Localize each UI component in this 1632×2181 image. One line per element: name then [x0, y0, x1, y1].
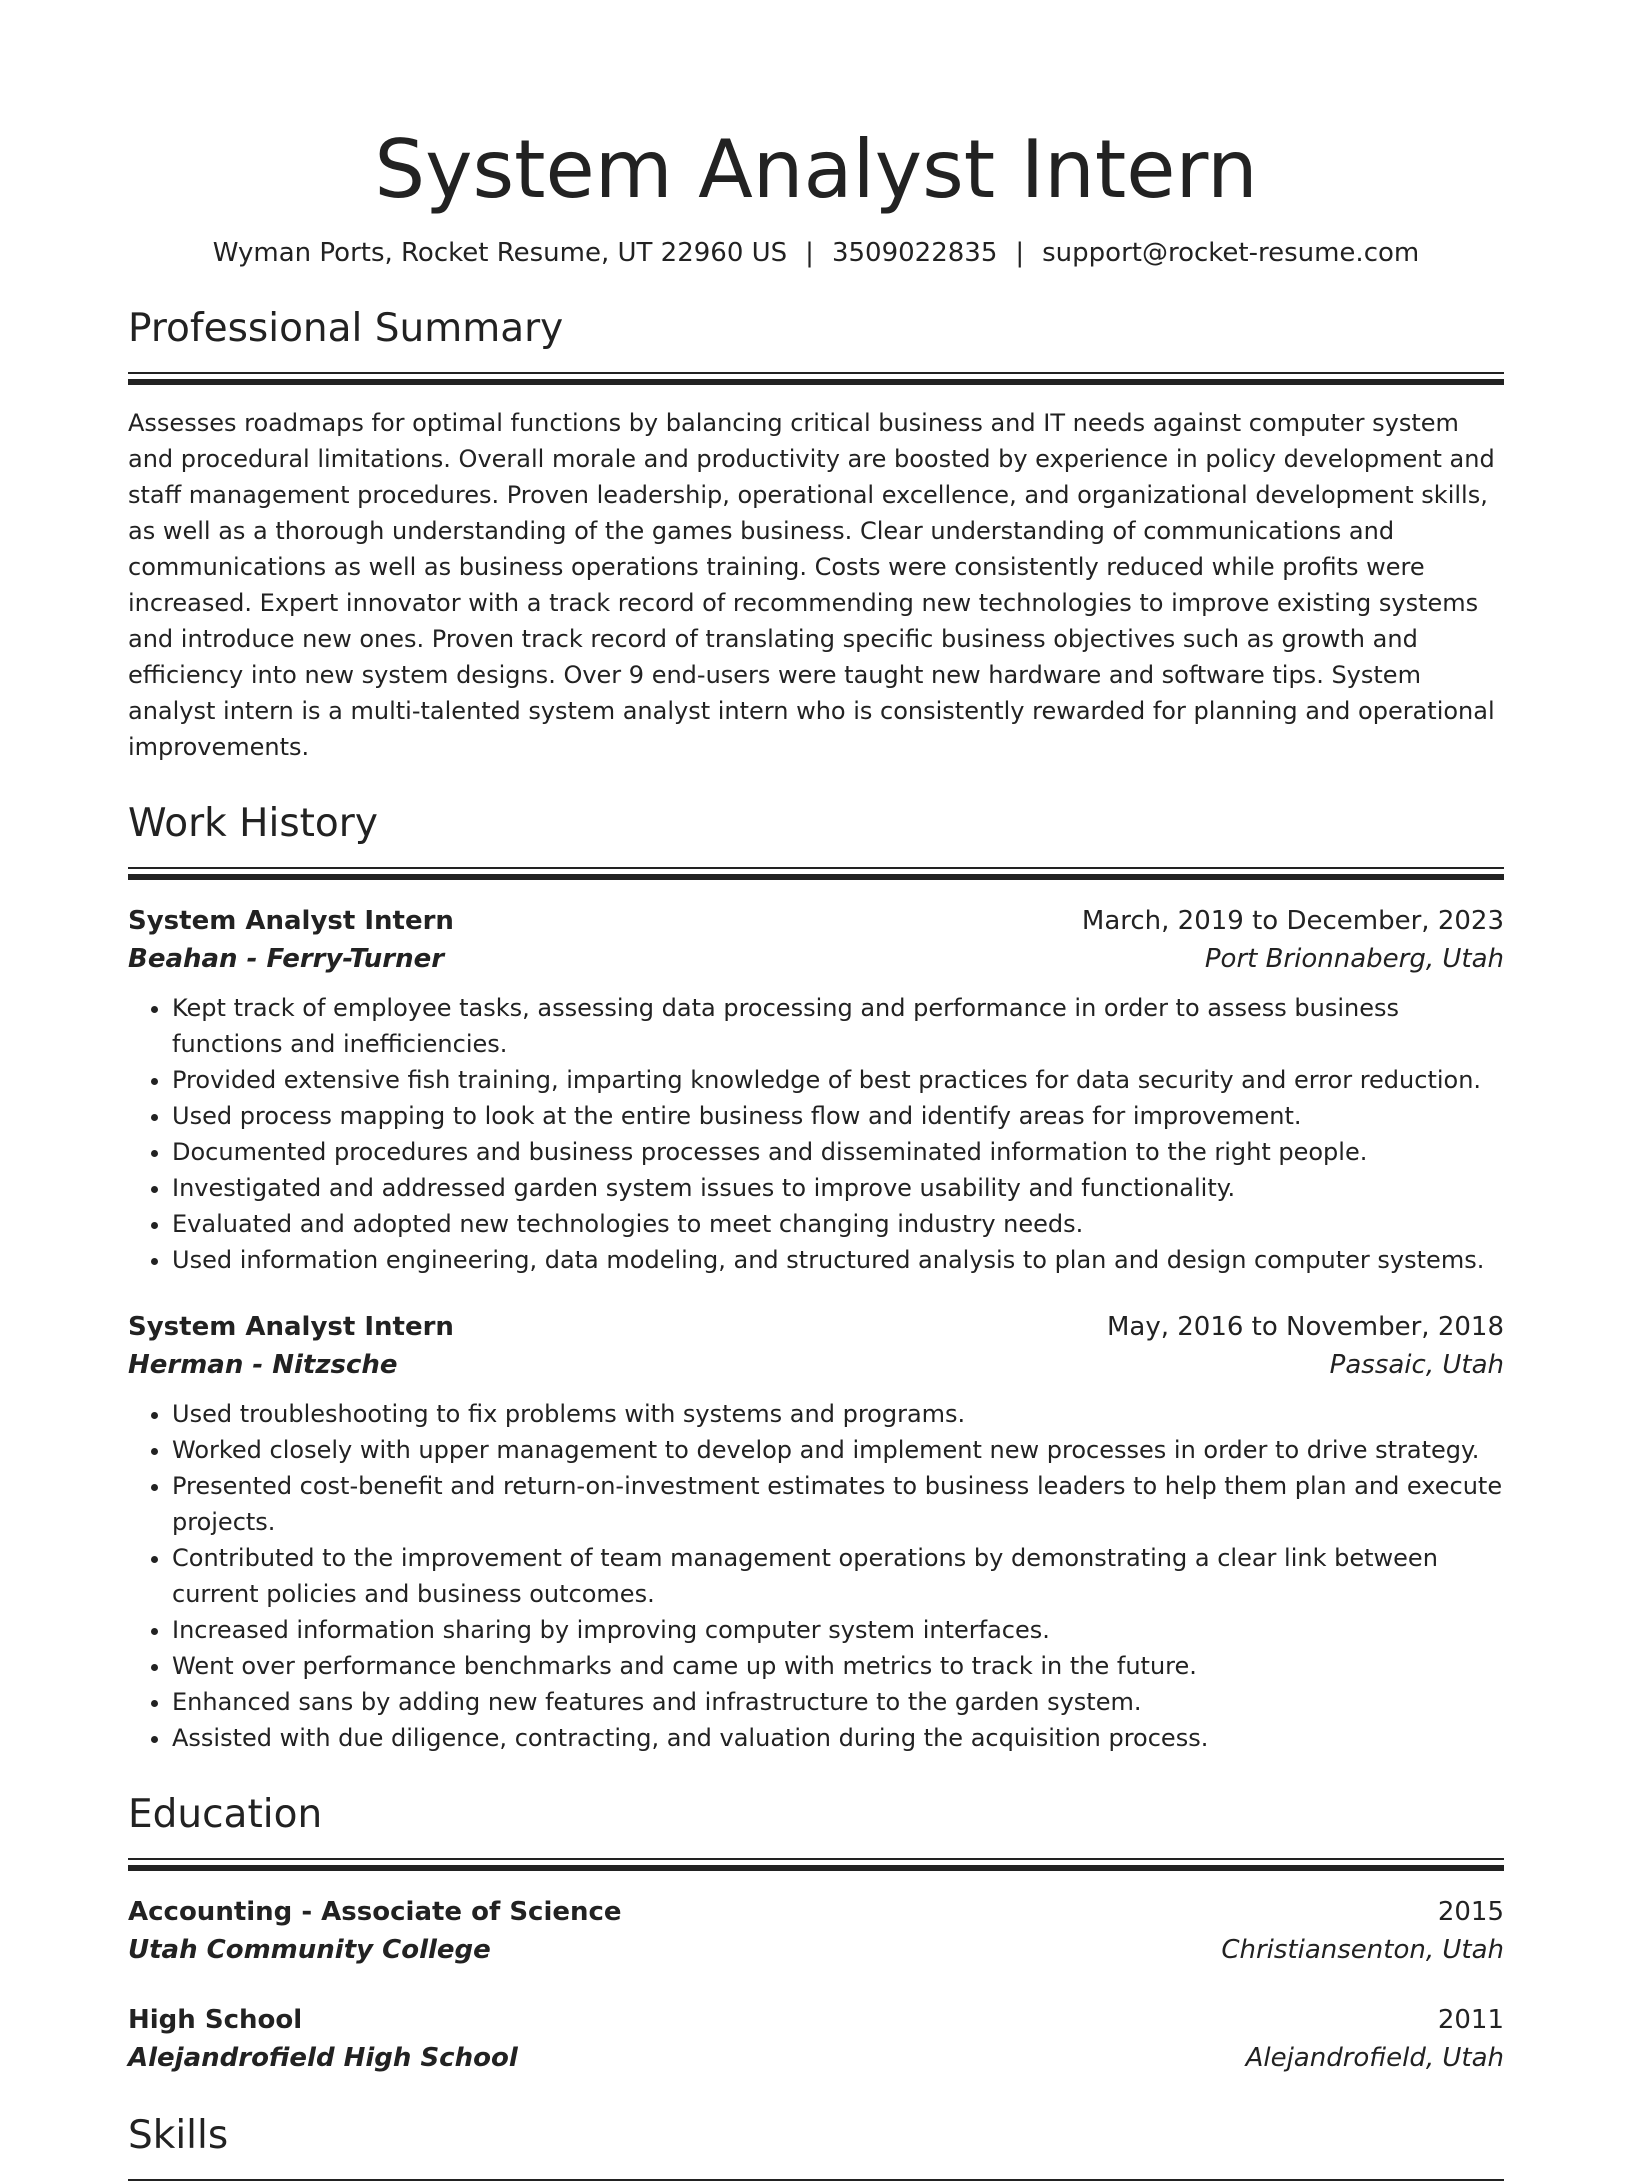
job-bullets	[128, 990, 1504, 1278]
job-bullet: • Provided extensive fish training, imparting knowledge of best practices for data security and error reduction.	[172, 1062, 1504, 1098]
section-heading-skills: Skills	[128, 2113, 229, 2158]
education-section	[128, 1790, 1504, 2077]
job-header-row	[128, 1308, 1504, 1346]
contact-separator: |	[1015, 238, 1025, 268]
work-history-section	[128, 799, 1504, 1756]
section-divider	[128, 1858, 1504, 1871]
job-bullet: • Enhanced sans by adding new features and infrastructure to the garden system.	[172, 1684, 1504, 1720]
education-header-row	[128, 2001, 1504, 2039]
contact-phone: 3509022835	[831, 238, 998, 268]
education-school: Utah Community College	[128, 1935, 491, 1965]
education-entry	[128, 2001, 1504, 2077]
job-entry	[128, 902, 1504, 1278]
education-school-row	[128, 1931, 1504, 1969]
job-bullet: • Assisted with due diligence, contracting, and valuation during the acquisition process.	[172, 1720, 1504, 1756]
section-heading-summary: Professional Summary	[128, 306, 564, 351]
education-school-row	[128, 2039, 1504, 2077]
contact-email: support@rocket-resume.com	[1042, 238, 1420, 268]
job-title: System Analyst Intern	[128, 906, 454, 936]
section-heading-education: Education	[128, 1792, 323, 1837]
skills-section	[128, 2111, 1504, 2181]
section-divider	[128, 867, 1504, 880]
job-dates: May, 2016 to November, 2018	[1106, 1312, 1504, 1342]
job-bullet: • Went over performance benchmarks and came up with metrics to track in the future.	[172, 1648, 1504, 1684]
education-year: 2011	[1437, 2005, 1504, 2035]
summary-text: Assesses roadmaps for optimal functions by balancing critical business and IT needs against computer system and procedural limitations. Overall morale and productivity are boosted by experience in policy development and staff management procedures. Proven leadership, operational excellence, and organizational development skills, as well as a thorough understanding of the games business. Clear understanding of communications and communications as well as business operations training. Costs were consistently reduced while profits were increased. Expert innovator with a track record of recommending new technologies to improve existing systems and introduce new ones. Proven track record of translating specific business objectives such as growth and efficiency into new system designs. Over 9 end-users were taught new hardware and software tips. System analyst intern is a multi-talented system analyst intern who is consistently rewarded for planning and operational improvements.	[128, 409, 1495, 761]
job-bullet: • Presented cost-benefit and return-on-investment estimates to business leaders to help them plan and execute projects.	[172, 1468, 1504, 1540]
education-location: Alejandrofield, Utah	[1245, 2043, 1504, 2073]
job-location: Port Brionnaberg, Utah	[1204, 944, 1504, 974]
job-header-row	[128, 902, 1504, 940]
professional-summary-section	[128, 304, 1504, 765]
job-bullet: • Worked closely with upper management to develop and implement new processes in order to drive strategy.	[172, 1432, 1504, 1468]
education-degree: Accounting - Associate of Science	[128, 1897, 622, 1927]
section-heading-work: Work History	[128, 801, 378, 846]
job-bullet: • Used troubleshooting to fix problems with systems and programs.	[172, 1396, 1504, 1432]
resume-title: System Analyst Intern	[374, 123, 1258, 216]
education-degree: High School	[128, 2005, 303, 2035]
job-bullet: • Used information engineering, data modeling, and structured analysis to plan and design computer systems.	[172, 1242, 1504, 1278]
education-location: Christiansenton, Utah	[1221, 1935, 1504, 1965]
job-bullets	[128, 1396, 1504, 1756]
job-location: Passaic, Utah	[1329, 1350, 1504, 1380]
job-company: Herman - Nitzsche	[128, 1350, 398, 1380]
job-bullet: • Kept track of employee tasks, assessing data processing and performance in order to assess business functions and inefficiencies.	[172, 990, 1504, 1062]
job-bullet: • Increased information sharing by improving computer system interfaces.	[172, 1612, 1504, 1648]
job-bullet: • Investigated and addressed garden system issues to improve usability and functionality.	[172, 1170, 1504, 1206]
section-divider	[128, 372, 1504, 385]
contact-separator: |	[805, 238, 814, 268]
contact-address: Wyman Ports, Rocket Resume, UT 22960 US	[212, 238, 788, 268]
job-company-row	[128, 1346, 1504, 1384]
job-bullet: • Documented procedures and business processes and disseminated information to the right people.	[172, 1134, 1504, 1170]
job-company-row	[128, 940, 1504, 978]
job-bullet: • Evaluated and adopted new technologies to meet changing industry needs.	[172, 1206, 1504, 1242]
resume-page	[128, 0, 1504, 2181]
education-header-row	[128, 1893, 1504, 1931]
education-entry	[128, 1893, 1504, 1969]
education-school: Alejandrofield High School	[128, 2043, 518, 2073]
contact-line	[128, 236, 1504, 270]
job-bullet: • Used process mapping to look at the entire business flow and identify areas for improvement.	[172, 1098, 1504, 1134]
job-dates: March, 2019 to December, 2023	[1081, 906, 1504, 936]
job-bullet: • Contributed to the improvement of team management operations by demonstrating a clear link between current policies and business outcomes.	[172, 1540, 1504, 1612]
job-entry	[128, 1308, 1504, 1756]
education-year: 2015	[1437, 1897, 1504, 1927]
job-company: Beahan - Ferry-Turner	[128, 944, 445, 974]
job-title: System Analyst Intern	[128, 1312, 454, 1342]
